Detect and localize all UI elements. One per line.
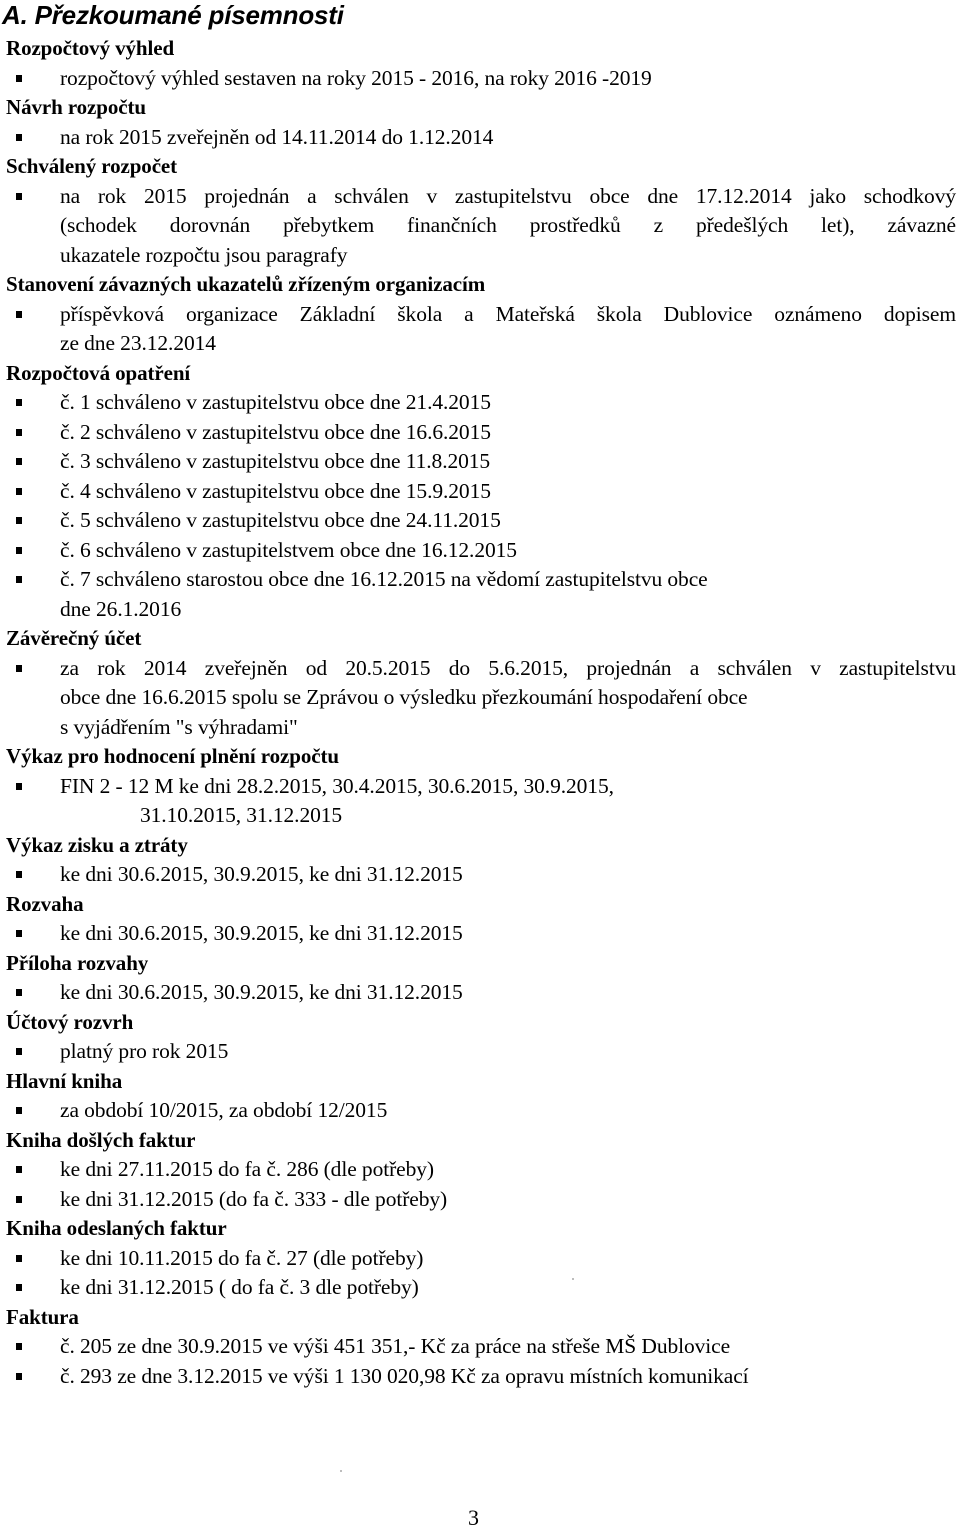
list-item [6, 418, 956, 448]
square-bullet-icon [16, 930, 22, 937]
square-bullet-icon [16, 576, 22, 583]
list-item-line: ke dni 30.6.2015, 30.9.2015, ke dni 31.12.2015 [60, 980, 463, 1004]
square-bullet-icon [16, 1373, 22, 1380]
list-item-line: ke dni 10.11.2015 do fa č. 27 (dle potřeby) [60, 1245, 424, 1270]
list-item-line: ke dni 31.12.2015 (do fa č. 333 - dle potřeby) [60, 1186, 448, 1211]
list-item-line: ke dni 31.12.2015 ( do fa č. 3 dle potřeby) [60, 1275, 419, 1299]
section-heading: Účtový rozvrh [6, 1009, 134, 1034]
list-item [6, 1244, 956, 1274]
scan-speck [572, 1278, 574, 1280]
section-heading: Návrh rozpočtu [6, 95, 146, 119]
square-bullet-icon [16, 134, 22, 141]
list-item [6, 477, 956, 507]
square-bullet-icon [16, 311, 22, 318]
square-bullet-icon [16, 989, 22, 996]
section-heading: Příloha rozvahy [6, 950, 149, 975]
square-bullet-icon [16, 429, 22, 436]
list-item-line: č. 293 ze dne 3.12.2015 ve výši 1 130 020,98 Kč za opravu místních komunikací [60, 1363, 749, 1388]
section-heading: Kniha odeslaných faktur [6, 1216, 227, 1240]
section-list [6, 1155, 956, 1214]
list-item-line: na rok 2015 projednán a schválen v zastupitelstvu obce dne 17.12.2014 jako schodkový [60, 183, 956, 208]
list-item [6, 536, 956, 566]
square-bullet-icon [16, 1343, 22, 1350]
list-item [6, 1096, 956, 1126]
list-item [6, 123, 956, 153]
list-item-line: č. 5 schváleno v zastupitelstvu obce dne 24.11.2015 [60, 508, 501, 532]
document-title: A. Přezkoumané písemnosti [2, 0, 344, 30]
list-item-line: FIN 2 - 12 M ke dni 28.2.2015, 30.4.2015, 30.6.2015, 30.9.2015, [60, 773, 614, 798]
section-list [6, 1037, 956, 1067]
list-item [6, 447, 956, 477]
section-list [6, 1244, 956, 1303]
list-item [6, 300, 956, 359]
list-item-line: 31.10.2015, 31.12.2015 [140, 803, 343, 827]
section-heading: Závěrečný účet [6, 626, 142, 650]
list-item-line: č. 7 schváleno starostou obce dne 16.12.2015 na vědomí zastupitelstvu obce [60, 567, 708, 591]
list-item-line: platný pro rok 2015 [60, 1039, 229, 1063]
list-item-line: obce dne 16.6.2015 spolu se Zprávou o výsledku přezkoumání hospodaření obce [60, 685, 748, 709]
list-item [6, 388, 956, 418]
section-heading: Faktura [6, 1304, 79, 1329]
section-list [6, 978, 956, 1008]
list-item [6, 1185, 956, 1215]
section-list [6, 1096, 956, 1126]
list-item [6, 1155, 956, 1185]
square-bullet-icon [16, 783, 22, 790]
section-heading: Rozpočtová opatření [6, 360, 191, 385]
section-heading: Schválený rozpočet [6, 154, 178, 178]
square-bullet-icon [16, 871, 22, 878]
section-heading: Rozpočtový výhled [6, 36, 175, 60]
list-item [6, 1037, 956, 1067]
list-item-line: ke dni 27.11.2015 do fa č. 286 (dle potřeby) [60, 1157, 434, 1181]
square-bullet-icon [16, 75, 22, 82]
square-bullet-icon [16, 665, 22, 672]
section-list [6, 772, 956, 831]
section-list [6, 919, 956, 949]
list-item-line: rozpočtový výhled sestaven na roky 2015 - 2016, na roky 2016 -2019 [60, 65, 652, 90]
list-item [6, 919, 956, 949]
list-item-line: (schodek dorovnán přebytkem finančních prostředků z předešlých let), závazné [60, 213, 956, 237]
document-body [6, 34, 956, 1391]
square-bullet-icon [16, 1284, 22, 1291]
list-item-line: s vyjádřením "s výhradami" [60, 714, 298, 739]
list-item [6, 654, 956, 743]
scan-speck [340, 1470, 342, 1472]
section-heading: Hlavní kniha [6, 1068, 123, 1093]
list-item [6, 64, 956, 94]
list-item [6, 506, 956, 536]
list-item-line: č. 6 schváleno v zastupitelstvem obce dne 16.12.2015 [60, 537, 517, 562]
list-item [6, 1273, 956, 1303]
list-item [6, 182, 956, 271]
square-bullet-icon [16, 1255, 22, 1262]
list-item [6, 978, 956, 1008]
list-item-line: č. 4 schváleno v zastupitelstvu obce dne 15.9.2015 [60, 478, 491, 503]
section-heading: Výkaz pro hodnocení plnění rozpočtu [6, 744, 339, 768]
section-list [6, 182, 956, 271]
list-item-line: na rok 2015 zveřejněn od 14.11.2014 do 1.12.2014 [60, 124, 494, 149]
page-number: 3 [468, 1505, 479, 1530]
list-item-line: za rok 2014 zveřejněn od 20.5.2015 do 5.6.2015, projednán a schválen v zastupitelstvu [60, 655, 956, 680]
section-list [6, 300, 956, 359]
list-item-line: příspěvková organizace Základní škola a Mateřská škola Dublovice oznámeno dopisem [60, 301, 956, 326]
section-list [6, 388, 956, 624]
list-item-line: č. 1 schváleno v zastupitelstvu obce dne 21.4.2015 [60, 390, 491, 414]
list-item-line: ukazatele rozpočtu jsou paragrafy [60, 242, 348, 267]
list-item [6, 860, 956, 890]
section-heading: Stanovení závazných ukazatelů zřízeným organizacím [6, 272, 486, 296]
list-item [6, 565, 956, 624]
square-bullet-icon [16, 458, 22, 465]
section-list [6, 123, 956, 153]
square-bullet-icon [16, 399, 22, 406]
section-heading: Výkaz zisku a ztráty [6, 832, 188, 857]
list-item-line: ze dne 23.12.2014 [60, 331, 216, 355]
list-item-line: č. 3 schváleno v zastupitelstvu obce dne 11.8.2015 [60, 449, 491, 473]
list-item-line: ke dni 30.6.2015, 30.9.2015, ke dni 31.12.2015 [60, 862, 463, 886]
list-item-line: ke dni 30.6.2015, 30.9.2015, ke dni 31.12.2015 [60, 921, 463, 945]
section-list [6, 64, 956, 94]
section-list [6, 860, 956, 890]
section-heading: Kniha došlých faktur [6, 1127, 196, 1152]
square-bullet-icon [16, 1166, 22, 1173]
square-bullet-icon [16, 1196, 22, 1203]
list-item-line: za období 10/2015, za období 12/2015 [60, 1098, 388, 1122]
square-bullet-icon [16, 547, 22, 554]
square-bullet-icon [16, 488, 22, 495]
list-item [6, 772, 956, 831]
list-item-line: č. 2 schváleno v zastupitelstvu obce dne 16.6.2015 [60, 419, 491, 444]
list-item-line: dne 26.1.2016 [60, 596, 182, 621]
square-bullet-icon [16, 517, 22, 524]
square-bullet-icon [16, 1107, 22, 1114]
list-item-line: č. 205 ze dne 30.9.2015 ve výši 451 351,- Kč za práce na střeše MŠ Dublovice [60, 1334, 731, 1358]
section-list [6, 654, 956, 743]
section-list [6, 1332, 956, 1391]
list-item [6, 1332, 956, 1362]
list-item [6, 1362, 956, 1392]
square-bullet-icon [16, 193, 22, 200]
section-heading: Rozvaha [6, 891, 84, 916]
square-bullet-icon [16, 1048, 22, 1055]
